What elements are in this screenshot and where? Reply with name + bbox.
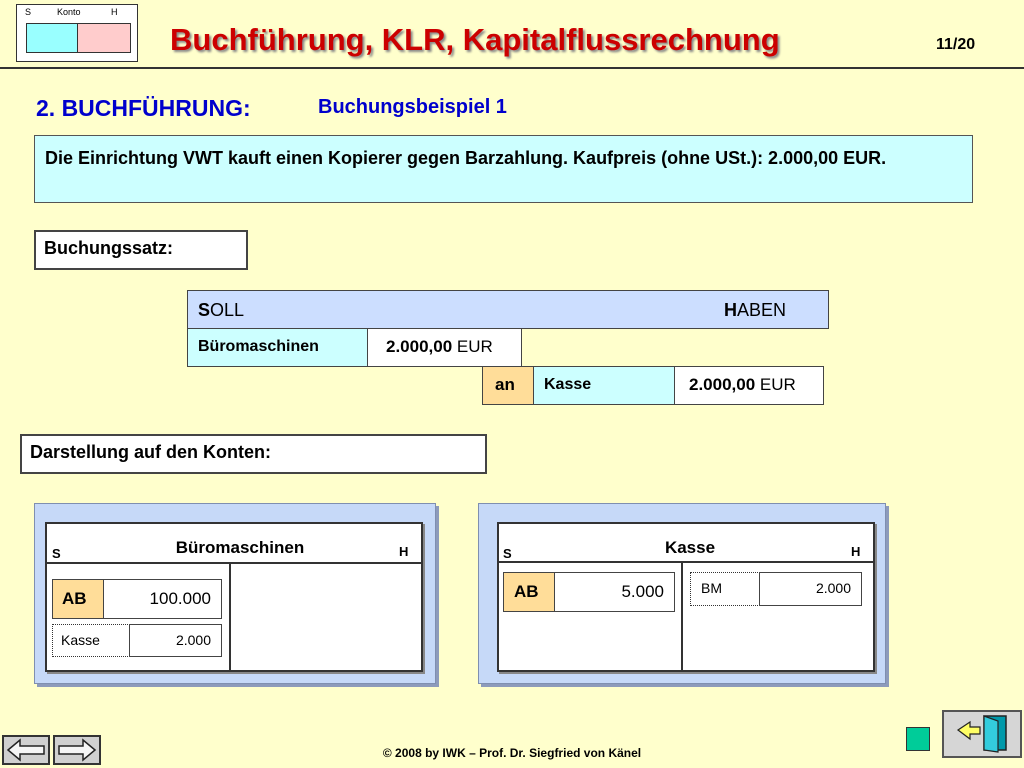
account-vertical-line	[229, 563, 231, 670]
logo-konto: Konto	[57, 7, 81, 17]
credit-currency: EUR	[759, 375, 796, 394]
logo-s: S	[25, 7, 32, 17]
section-subheading: Buchungsbeispiel 1	[318, 96, 507, 118]
haben-header	[724, 300, 786, 321]
entry-ab-value: 100.000	[103, 579, 222, 619]
entry-ab-value: 5.000	[554, 572, 675, 612]
debit-account: Büromaschinen	[187, 328, 368, 367]
debit-amount-cell	[367, 328, 522, 367]
debit-amount: 2.000,00	[386, 337, 453, 356]
logo-credit-box	[77, 23, 131, 53]
entry-ab-label: AB	[503, 572, 555, 612]
account-soll-marker: S	[503, 546, 512, 561]
section-heading: 2. BUCHFÜHRUNG:	[36, 95, 251, 121]
account-haben-marker: H	[851, 544, 861, 559]
task-description: Die Einrichtung VWT kauft einen Kopierer gegen Barzahlung. Kaufpreis (ohne USt.): 2.000,00 EUR.	[34, 135, 973, 203]
page-number: 11/20	[936, 36, 976, 53]
haben-initial: H	[724, 300, 737, 320]
account-horizontal-line	[499, 561, 873, 563]
account-vertical-line	[681, 562, 683, 670]
haben-rest: ABEN	[737, 300, 787, 320]
soll-header	[198, 300, 244, 321]
page-title: Buchführung, KLR, Kapitalflussrechnung	[170, 22, 780, 57]
credit-amount: 2.000,00	[689, 375, 756, 394]
copyright-footer: © 2008 by IWK – Prof. Dr. Siegfried von Känel	[382, 746, 642, 760]
an-connector: an	[482, 366, 534, 405]
logo-debit-box	[26, 23, 80, 53]
entry-kasse-value: 2.000	[129, 624, 222, 657]
konten-label: Darstellung auf den Konten:	[20, 434, 487, 474]
credit-amount-cell	[674, 366, 824, 405]
account-soll-marker: S	[52, 546, 61, 561]
credit-account: Kasse	[533, 366, 675, 405]
header-divider	[0, 67, 1024, 69]
entry-bm-label: BM	[690, 572, 760, 606]
exit-button[interactable]	[942, 710, 1022, 758]
entry-kasse-label: Kasse	[52, 624, 130, 657]
account-horizontal-line	[47, 562, 421, 564]
entry-bm-value: 2.000	[759, 572, 862, 606]
soll-initial: S	[198, 300, 211, 320]
logo-h: H	[111, 7, 118, 17]
soll-rest: OLL	[210, 300, 245, 320]
account-title: Büromaschinen	[175, 538, 305, 557]
konto-logo	[16, 4, 138, 62]
debit-currency: EUR	[456, 337, 493, 356]
account-title: Kasse	[664, 538, 716, 557]
account-haben-marker: H	[399, 544, 409, 559]
buchungssatz-label: Buchungssatz:	[34, 230, 248, 270]
exit-door-icon	[944, 712, 1020, 756]
soll-haben-header	[187, 290, 829, 329]
green-square-button[interactable]	[906, 727, 930, 751]
entry-ab-label: AB	[52, 579, 104, 619]
